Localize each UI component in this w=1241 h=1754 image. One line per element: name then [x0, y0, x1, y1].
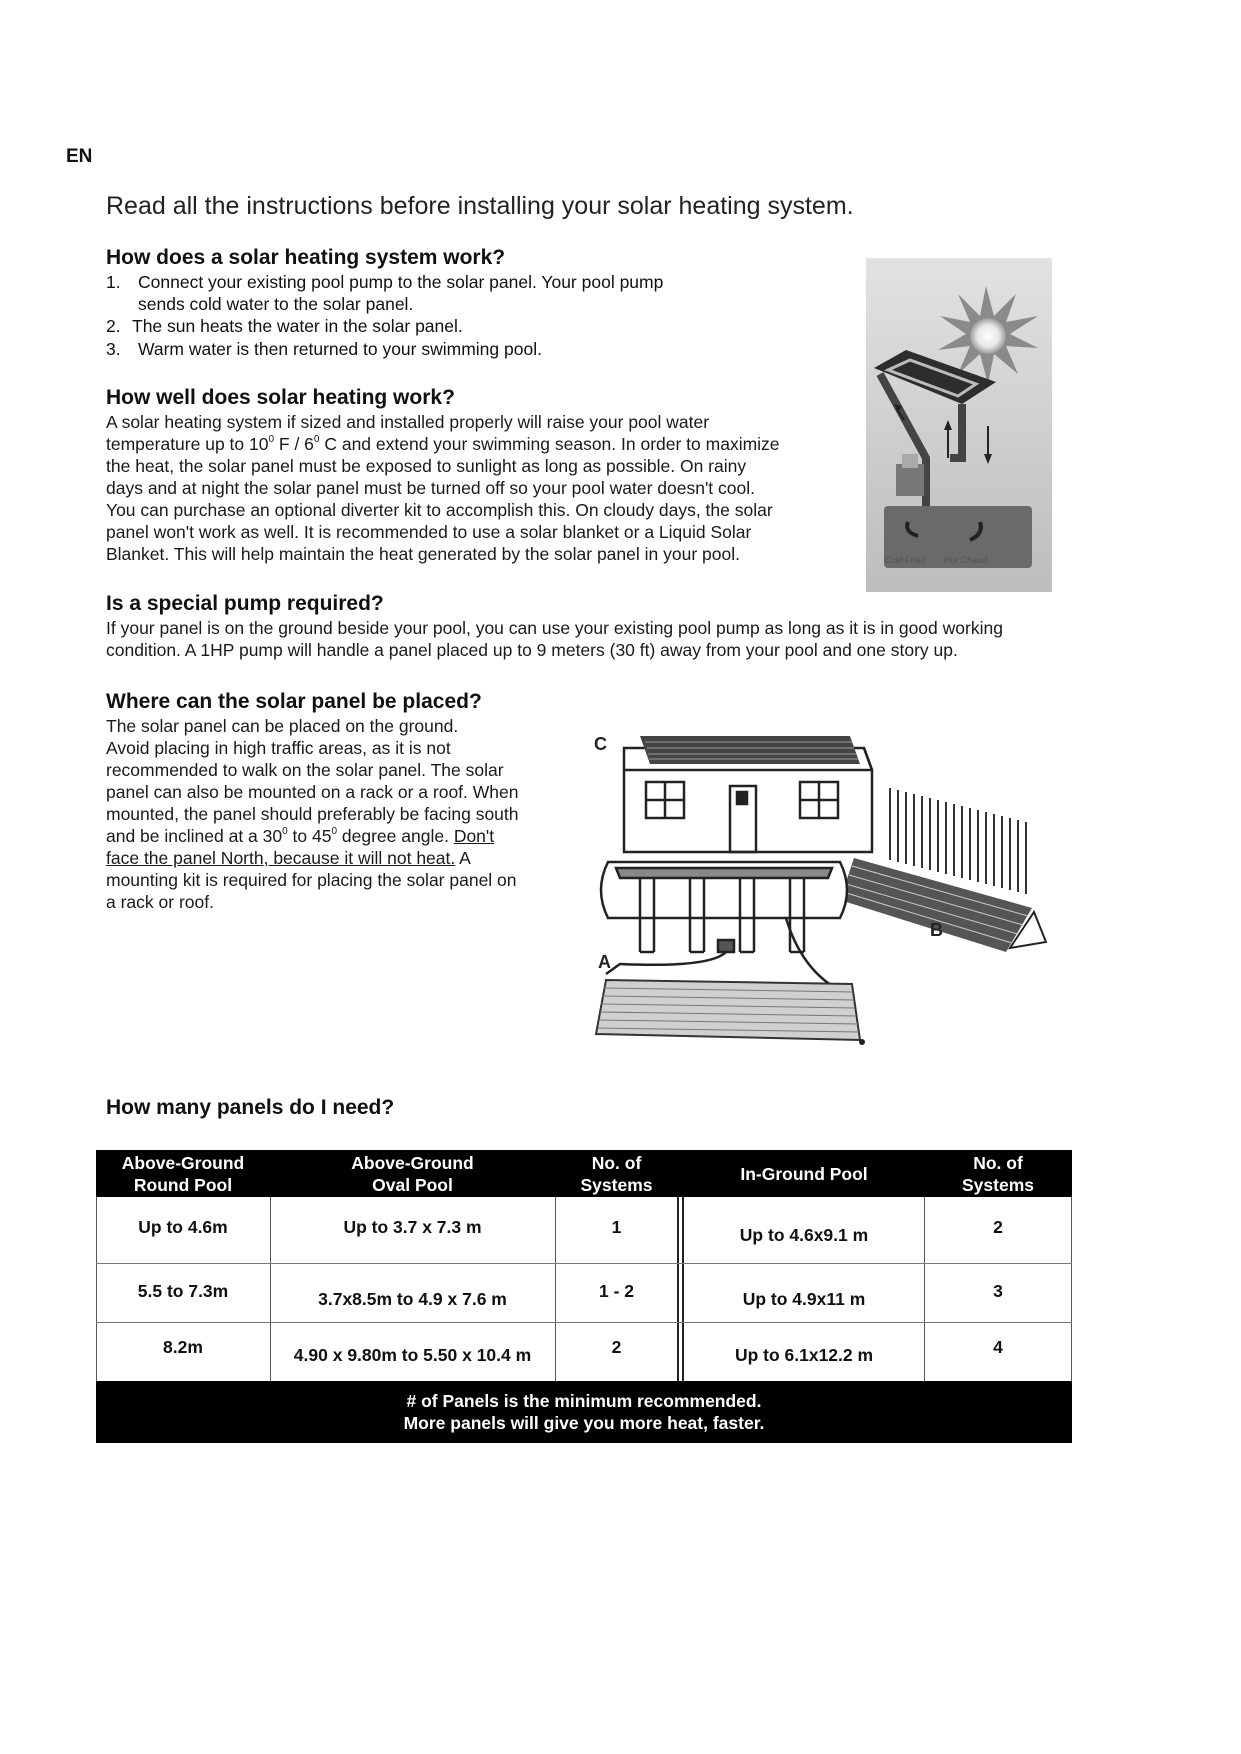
table-row: 8.2m 4.90 x 9.80m to 5.50 x 10.4 m 2 Up to 6.1x12.2 m 4	[163, 1337, 1003, 1365]
label-a: A	[598, 952, 611, 972]
list-item: 1. Connect your existing pool pump to the solar panel. Your pool pump	[106, 272, 664, 292]
section-how-it-works-title: How does a solar heating system work?	[106, 246, 506, 269]
list-item-continued: sends cold water to the solar panel.	[138, 294, 414, 314]
label-b: B	[930, 920, 943, 940]
solar-diagram-illustration	[866, 258, 1052, 592]
footer-line-2: More panels will give you more heat, faster.	[403, 1413, 765, 1433]
header-inground-pool: In-Ground Pool	[740, 1163, 868, 1184]
header-systems-1: No. of Systems	[580, 1152, 653, 1195]
roof-solar-panel	[640, 736, 860, 764]
table-row: Up to 4.6m Up to 3.7 x 7.3 m 1 Up to 4.6x9.1 m 2	[138, 1217, 1003, 1245]
list-item: 2. The sun heats the water in the solar panel.	[106, 316, 463, 336]
label-c: C	[594, 734, 607, 754]
table-row: 5.5 to 7.3m 3.7x8.5m to 4.9 x 7.6 m 1 - 2 Up to 4.9x11 m 3	[137, 1281, 1003, 1309]
cold-label: Cold Froid	[884, 555, 926, 565]
solar-diagram-figure	[866, 258, 1052, 592]
placement-diagram-illustration	[590, 728, 1052, 1056]
section-placement-title: Where can the solar panel be placed?	[106, 690, 482, 713]
table-footer	[96, 1381, 1072, 1443]
pump-shape	[896, 464, 924, 496]
section-how-well-body: A solar heating system if sized and installed properly will raise your pool water temperature up to $10^0$ F / $6^0$ C and extend your swimming season. In order to maximize the heat, the solar panel must be exposed to sunlight as long as possible. On rainy days and at night the solar panel must be turned off so your pool water doesn't cool. You can purchase an optional diverter kit to accomplish this. On cloudy days, the solar panel won't work as well. It is recommended to use a solar blanket or a Liquid Solar Blanket. This will help maintain the heat generated by the solar panel in your pool.	[106, 412, 780, 564]
header-round-pool: Above-Ground Round Pool	[121, 1152, 245, 1195]
header-oval-pool: Above-Ground Oval Pool	[351, 1152, 474, 1195]
section-panels-needed-title: How many panels do I need?	[106, 1096, 395, 1119]
table-header-row	[96, 1150, 1072, 1197]
section-placement-body: The solar panel can be placed on the ground. Avoid placing in high traffic areas, as it is not recommended to walk on the solar panel. The solar panel can also be mounted on a rack or a roof. When mounted, the panel should preferably be facing south and be inclined at a $30^0$ to $45^0$ degree angle. Don't face the panel North, because it will not heat. A mounting kit is required for placing the solar panel on a rack or roof.	[106, 716, 519, 912]
ground-solar-panel	[596, 980, 865, 1045]
section-how-well-title: How well does solar heating work?	[106, 386, 455, 409]
language-code: EN	[66, 146, 93, 167]
section-pump-title: Is a special pump required?	[106, 592, 384, 615]
rack-solar-panel	[840, 858, 1046, 952]
footer-line-1: # of Panels is the minimum recommended.	[406, 1391, 762, 1411]
intro-heading: Read all the instructions before installing your solar heating system.	[106, 192, 854, 220]
panels-needed-table	[96, 1150, 1072, 1443]
pool	[601, 862, 852, 996]
placement-diagram-figure	[590, 728, 1052, 1056]
section-pump-body: If your panel is on the ground beside your pool, you can use your existing pool pump as long as it is in good working condition. A 1HP pump will handle a panel placed up to 9 meters (30 ft) away from your pool and one story up.	[106, 618, 1003, 660]
list-item: 3. Warm water is then returned to your swimming pool.	[106, 339, 542, 359]
header-systems-2: No. of Systems	[962, 1152, 1034, 1195]
hot-label: Hot Chaud	[944, 555, 988, 565]
